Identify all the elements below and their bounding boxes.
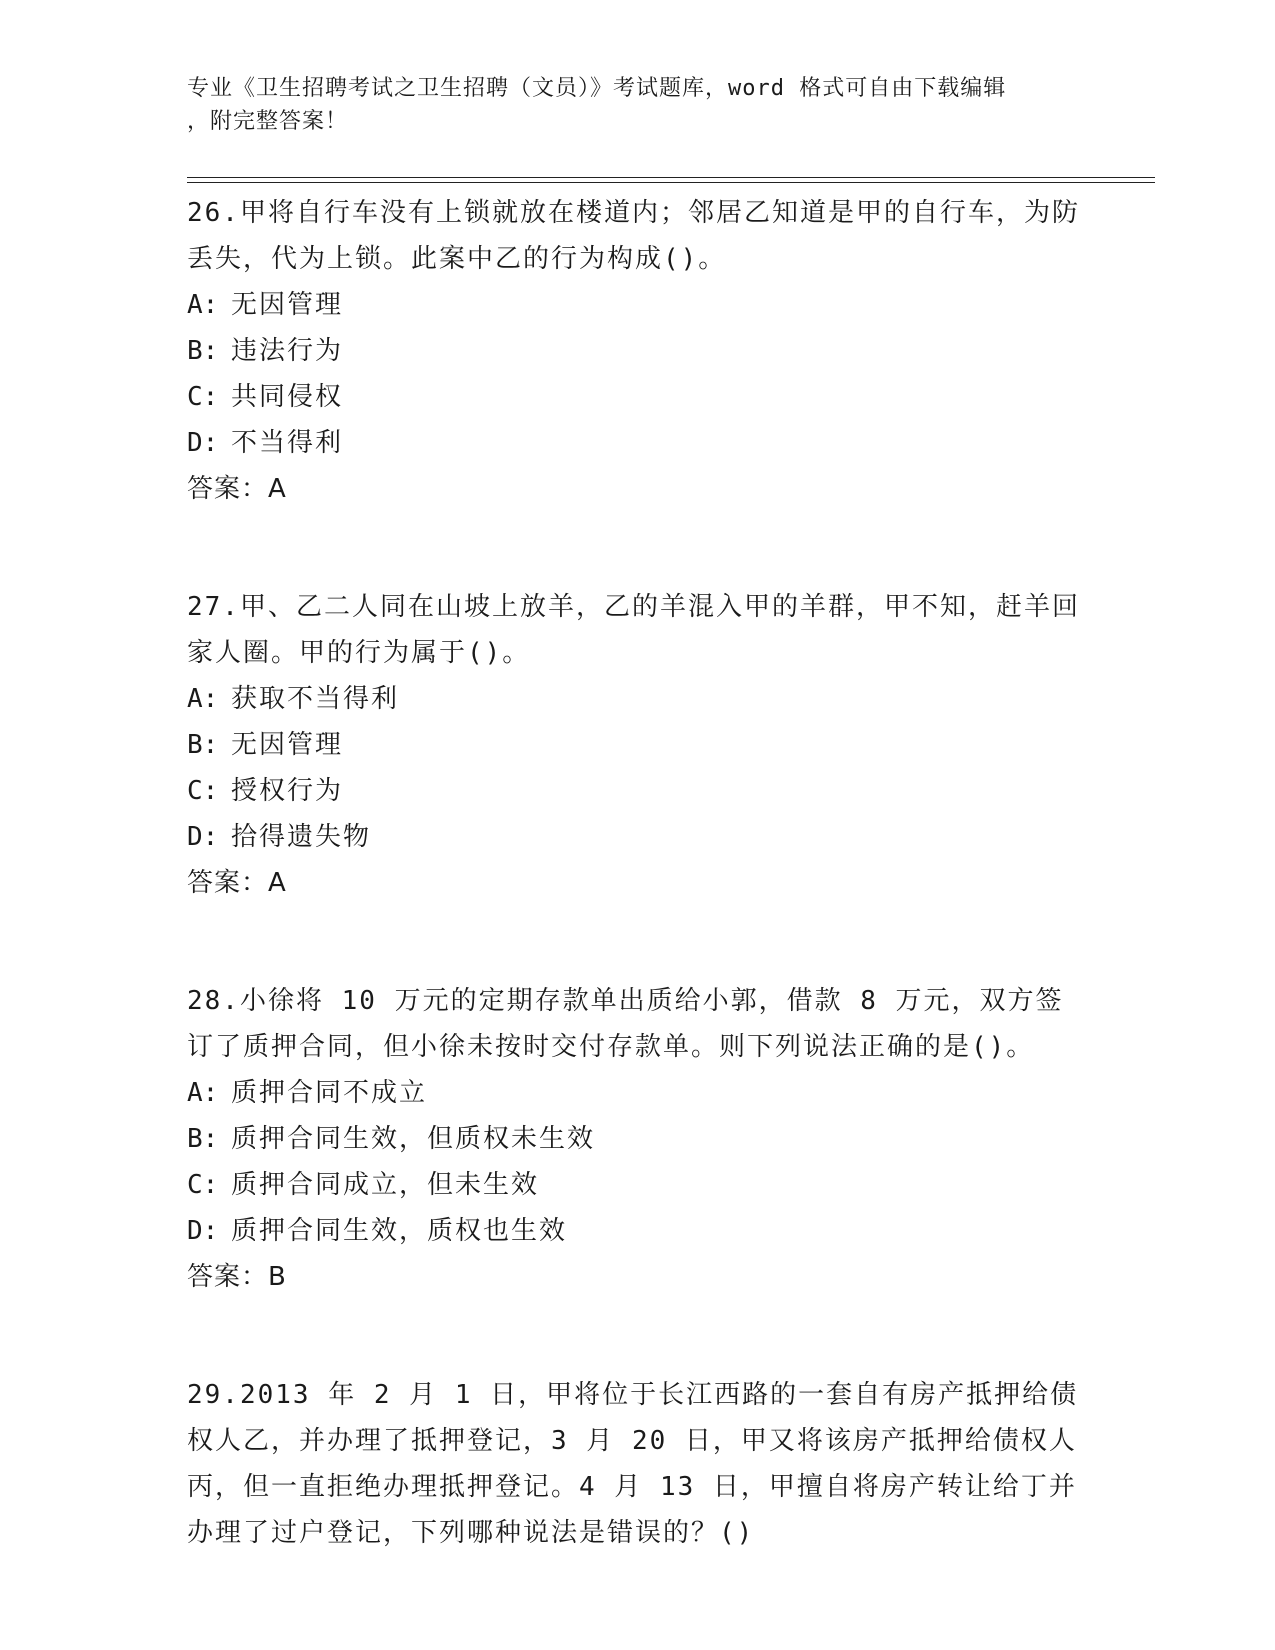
option-c	[187, 1162, 1087, 1208]
option-text: 拾得遗失物	[231, 822, 372, 852]
option-d	[187, 814, 1087, 860]
document-header	[187, 72, 1067, 138]
option-a	[187, 282, 1087, 328]
question-text: 27.甲、乙二人同在山坡上放羊，乙的羊混入甲的羊群，甲不知，赶羊回家人圈。甲的行为属于()。	[187, 592, 1080, 668]
header-rule-bottom	[187, 182, 1155, 183]
option-key: B:	[187, 1124, 219, 1154]
option-a	[187, 1070, 1087, 1116]
option-text: 授权行为	[231, 776, 344, 806]
question-text: 29.2013 年 2 月 1 日，甲将位于长江西路的一套自有房产抵押给债权人乙，并办理了抵押登记，3 月 20 日，甲又将该房产抵押给债权人丙，但一直拒绝办理抵押登记。4 月 13 日，甲擅自将房产转让给丁并办理了过户登记，下列哪种说法是错误的？()	[187, 1380, 1079, 1548]
option-key: B:	[187, 730, 219, 760]
option-text: 不当得利	[231, 428, 344, 458]
option-d	[187, 420, 1087, 466]
question-26	[187, 190, 1087, 512]
option-key: C:	[187, 776, 219, 806]
option-key: D:	[187, 1216, 219, 1246]
answer-line: 答案：B	[187, 1262, 287, 1292]
question-spacer	[187, 906, 1087, 978]
option-c	[187, 374, 1087, 420]
header-line-1: 专业《卫生招聘考试之卫生招聘（文员）》考试题库，word 格式可自由下载编辑	[187, 76, 1007, 101]
option-text: 质押合同成立，但未生效	[231, 1170, 540, 1200]
option-text: 共同侵权	[231, 382, 344, 412]
option-text: 质押合同不成立	[231, 1078, 428, 1108]
option-text: 违法行为	[231, 336, 344, 366]
option-text: 质押合同生效，但质权未生效	[231, 1124, 596, 1154]
option-key: A:	[187, 684, 219, 714]
header-line-2: ，附完整答案！	[187, 109, 349, 134]
option-key: B:	[187, 336, 219, 366]
option-a	[187, 676, 1087, 722]
answer-line: 答案：A	[187, 868, 287, 898]
question-29	[187, 1372, 1087, 1556]
question-28	[187, 978, 1087, 1300]
option-key: D:	[187, 428, 219, 458]
option-b	[187, 328, 1087, 374]
option-text: 质押合同生效，质权也生效	[231, 1216, 568, 1246]
question-spacer	[187, 1300, 1087, 1372]
answer-line: 答案：A	[187, 474, 287, 504]
option-b	[187, 1116, 1087, 1162]
question-list	[187, 190, 1087, 1556]
question-27	[187, 584, 1087, 906]
option-key: A:	[187, 290, 219, 320]
option-d	[187, 1208, 1087, 1254]
question-spacer	[187, 512, 1087, 584]
option-b	[187, 722, 1087, 768]
option-key: C:	[187, 382, 219, 412]
option-key: C:	[187, 1170, 219, 1200]
option-key: A:	[187, 1078, 219, 1108]
option-text: 无因管理	[231, 290, 344, 320]
option-text: 无因管理	[231, 730, 344, 760]
question-text: 26.甲将自行车没有上锁就放在楼道内；邻居乙知道是甲的自行车，为防丢失，代为上锁。此案中乙的行为构成()。	[187, 198, 1080, 274]
header-rule-top	[187, 177, 1155, 178]
option-text: 获取不当得利	[231, 684, 400, 714]
option-key: D:	[187, 822, 219, 852]
question-text: 28.小徐将 10 万元的定期存款单出质给小郭，借款 8 万元，双方签订了质押合同，但小徐未按时交付存款单。则下列说法正确的是()。	[187, 986, 1064, 1062]
option-c	[187, 768, 1087, 814]
